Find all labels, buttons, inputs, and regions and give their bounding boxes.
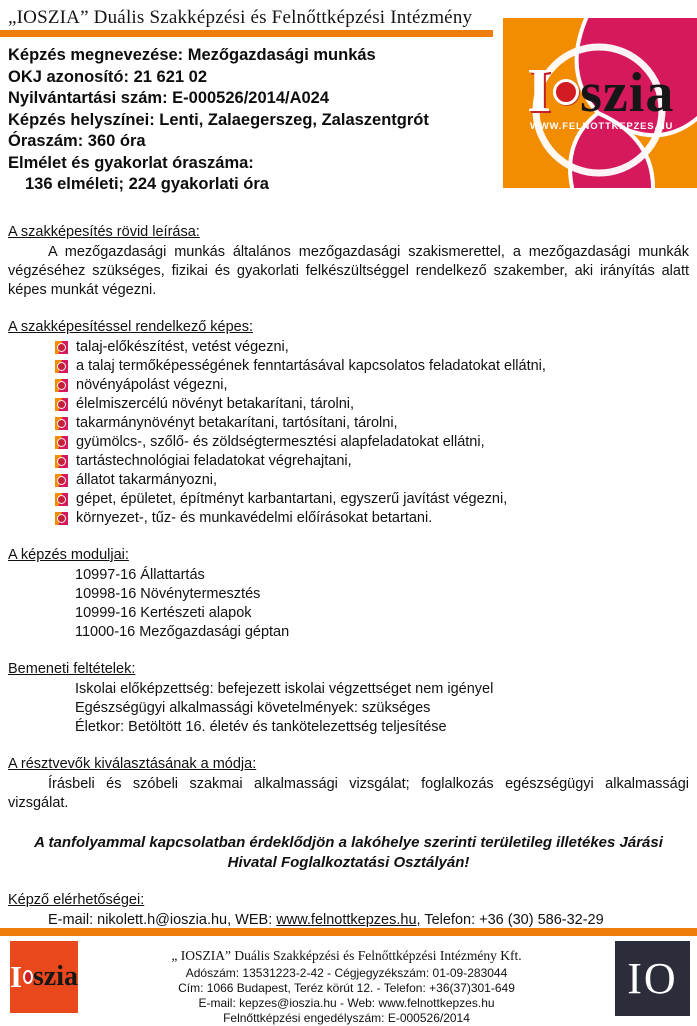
ioszia-bullet-icon [55, 398, 68, 411]
footer-email-line: E-mail: kepzes@ioszia.hu - Web: www.felnottkepzes.hu [198, 996, 495, 1010]
requirements-list [8, 680, 689, 737]
logo-wordmark [527, 56, 674, 127]
list-item [55, 452, 689, 471]
ioszia-bullet-icon [55, 417, 68, 430]
list-item-label: állatot takarmányozni, [76, 472, 218, 488]
requirement-item: Egészségügyi alkalmassági követelmények: szükséges [75, 700, 431, 716]
ioszia-footer-logo [10, 941, 78, 1013]
description-heading: A szakképesítés rövid leírása: [8, 224, 200, 240]
registration-number: Nyilvántartási szám: E-000526/2014/A024 [8, 89, 330, 107]
list-item [55, 414, 689, 433]
module-item: 10997-16 Állattartás [75, 567, 205, 583]
contact-prefix: E-mail: nikolett.h@ioszia.hu, WEB: [48, 912, 277, 928]
competencies-heading: A szakképesítéssel rendelkező képes: [8, 319, 254, 335]
regional-office-notice: A tanfolyammal kapcsolatban érdeklődjön a lakóhelye szerinti területileg illetékes Járási Hivatal Foglalkoztatási Osztályán! [34, 834, 663, 871]
competencies-list [8, 338, 689, 528]
theory-practice-label: Elmélet és gyakorlat óraszáma: [8, 153, 254, 172]
ioszia-bullet-icon [55, 360, 68, 373]
footer-logo-letter-i: I [10, 959, 23, 994]
list-item-label: talaj-előkészítést, vetést végezni, [76, 339, 289, 355]
header [0, 0, 697, 205]
institution-title: „IOSZIA” Duális Szakképzési és Felnőttképzési Intézmény [8, 7, 473, 28]
footer-tax-line: Adószám: 13531223-2-42 - Cégjegyzékszám: 01-09-283044 [185, 966, 508, 980]
list-item [55, 509, 689, 528]
logo-website: WWW.FELNOTTKEPZES.HU [530, 121, 674, 132]
course-hours: Óraszám: 360 óra [8, 132, 146, 150]
ioszia-bullet-icon [55, 512, 68, 525]
ioszia-bullet-icon [55, 379, 68, 392]
requirement-item: Iskolai előképzettség: befejezett iskolai végzettséget nem igényel [75, 681, 494, 697]
course-name: Képzés megnevezése: Mezőgazdasági munkás [8, 46, 376, 64]
list-item [55, 490, 689, 509]
list-item [55, 338, 689, 357]
list-item-label: a talaj termőképességének fenntartásával kapcsolatos feladatokat ellátni, [76, 358, 546, 374]
requirement-item: Életkor: Betöltött 16. életév és tankötelezettség teljesítése [75, 719, 447, 735]
theory-practice-hours: 136 elméleti; 224 gyakorlati óra [25, 175, 269, 193]
list-item [55, 357, 689, 376]
list-item-label: gépet, épületet, építményt karbantartani, egyszerű javítást végezni, [76, 491, 508, 507]
ioszia-logo [503, 18, 697, 188]
list-item [55, 471, 689, 490]
footer-company-block [78, 936, 615, 1026]
footer-company-name: „ IOSZIA” Duális Szakképzési és Felnőttképzési Intézmény Kft. [171, 948, 522, 963]
contact-suffix: Telefon: +36 (30) 586-32-29 [420, 912, 604, 928]
list-item-label: gyümölcs-, szőlő- és zöldségtermesztési alapfeladatokat ellátni, [76, 434, 485, 450]
io-square-logo: IO [615, 941, 690, 1016]
okj-id: OKJ azonosító: 21 621 02 [8, 67, 207, 86]
ioszia-bullet-icon [55, 455, 68, 468]
modules-list [8, 566, 689, 642]
module-item: 11000-16 Mezőgazdasági géptan [75, 624, 290, 640]
course-locations: Képzés helyszínei: Lenti, Zalaegerszeg, Zalaszentgrót [8, 110, 429, 129]
requirements-heading: Bemeneti feltételek: [8, 661, 136, 677]
website-link[interactable]: www.felnottkepzes.hu, [276, 912, 421, 928]
footer-license-line: Felnőttképzési engedélyszám: E-000526/2014 [223, 1011, 470, 1025]
list-item-label: takarmánynövényt betakarítani, tartósítani, tárolni, [76, 415, 398, 431]
contact-heading: Képző elérhetőségei: [8, 892, 145, 908]
list-item [55, 376, 689, 395]
course-summary [8, 45, 508, 196]
list-item-label: növényápolást végezni, [76, 377, 228, 393]
ioszia-bullet-icon [55, 436, 68, 449]
footer-divider [0, 928, 697, 936]
list-item-label: környezet-, tűz- és munkavédelmi előírásokat betartani. [76, 510, 433, 526]
description-paragraph: A mezőgazdasági munkás általános mezőgazdasági szakismerettel, a mezőgazdasági munkák végzéséhez szükséges, fizikai és gyakorlati felkészültséggel rendelkező szakember, aki irányítás alatt képes munkát végezni. [8, 244, 689, 298]
logo-o-dot-icon [553, 79, 579, 105]
footer-logo-o-dot-icon [23, 970, 33, 984]
list-item-label: tartástechnológiai feladatokat végrehajtani, [76, 453, 352, 469]
list-item [55, 433, 689, 452]
selection-paragraph: Írásbeli és szóbeli szakmai alkalmassági vizsgálat; foglalkozás egészségügyi alkalmassági vizsgálat. [8, 776, 689, 811]
ioszia-bullet-icon [55, 341, 68, 354]
flyer-body [0, 224, 697, 930]
logo-letters-szia: szia [580, 62, 675, 124]
footer-content [0, 936, 697, 1026]
selection-heading: A résztvevők kiválasztásának a módja: [8, 756, 257, 772]
logo-letter-i: I [527, 57, 552, 125]
footer-logo-letters-szia: szia [32, 961, 78, 992]
modules-heading: A képzés moduljai: [8, 547, 129, 563]
list-item-label: élelmiszercélú növényt betakarítani, tárolni, [76, 396, 355, 412]
footer [0, 928, 697, 1024]
ioszia-bullet-icon [55, 493, 68, 506]
footer-address-line: Cím: 1066 Budapest, Teréz körút 12. - Telefon: +36(37)301-649 [178, 981, 515, 995]
module-item: 10999-16 Kertészeti alapok [75, 605, 252, 621]
list-item [55, 395, 689, 414]
module-item: 10998-16 Növénytermesztés [75, 586, 261, 602]
ioszia-bullet-icon [55, 474, 68, 487]
header-divider [0, 30, 493, 37]
